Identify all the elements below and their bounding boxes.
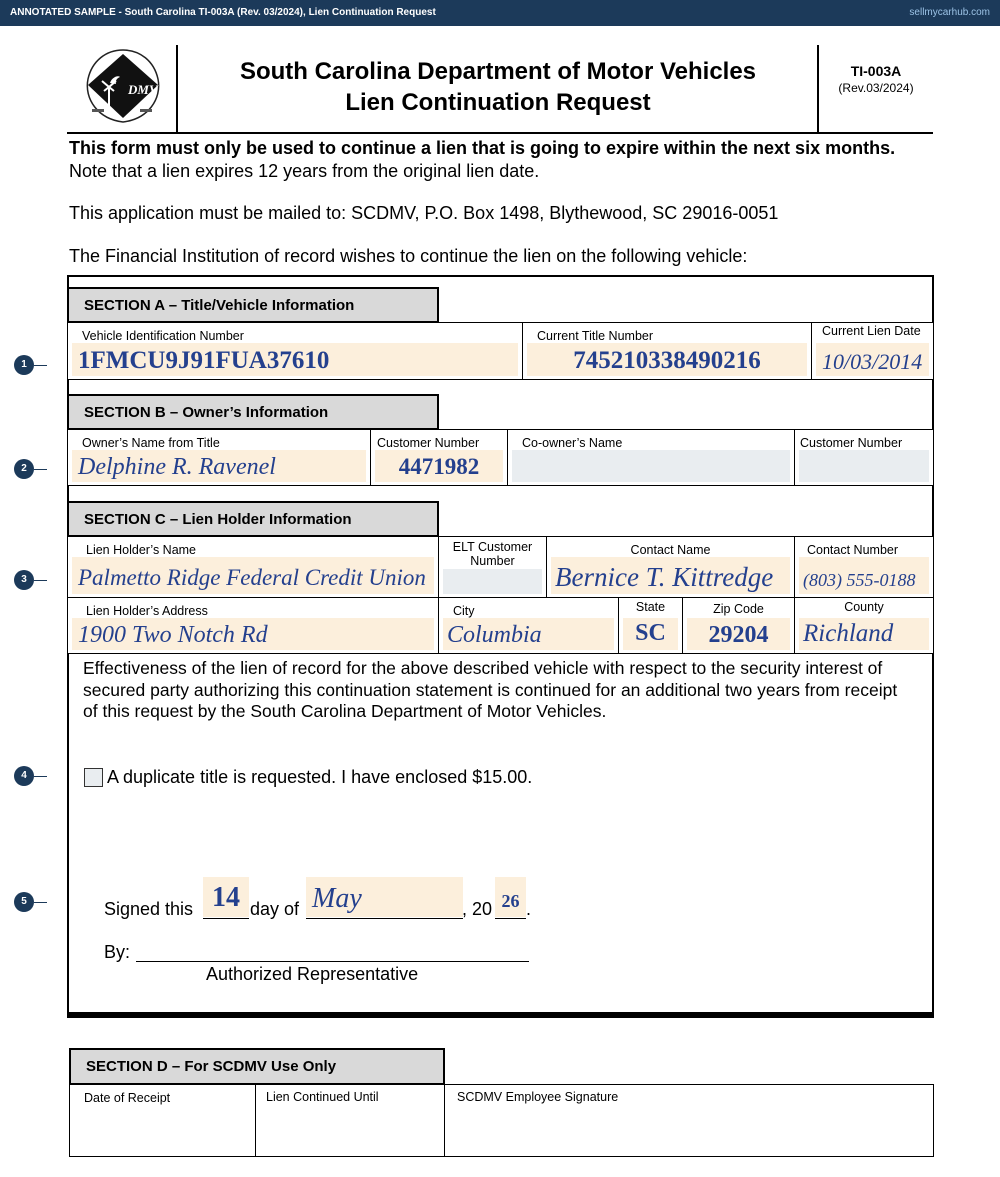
- banner-site-link[interactable]: sellmycarhub.com: [909, 7, 990, 18]
- header-rule: [67, 132, 933, 134]
- lienholder-name-value: Palmetto Ridge Federal Credit Union: [78, 565, 426, 590]
- employee-signature-label: SCDMV Employee Signature: [457, 1090, 619, 1104]
- contact-number-cell: [794, 536, 934, 598]
- date-of-receipt-label: Date of Receipt: [84, 1091, 171, 1105]
- lien-continued-until-label: Lien Continued Until: [266, 1090, 379, 1104]
- form-number: TI-003A: [850, 63, 902, 79]
- owner-name-value: Delphine R. Ravenel: [78, 454, 276, 480]
- section-a-heading: SECTION A – Title/Vehicle Information: [67, 287, 439, 323]
- continuation-statement: The Financial Institution of record wishes to continue the lien on the following vehicle:: [69, 246, 748, 266]
- annotation-marker-1: 1: [14, 355, 34, 375]
- banner-title: ANNOTATED SAMPLE - South Carolina TI-003A (Rev. 03/2024), Lien Continuation Request: [10, 7, 436, 18]
- state-label: State: [635, 600, 666, 614]
- owner-customer-number-cell: [370, 429, 508, 486]
- elt-label-line1: ELT Customer: [452, 540, 533, 554]
- annotation-marker-3-line: [34, 580, 47, 581]
- lien-date-value: 10/03/2014: [822, 349, 923, 374]
- signed-day-underline: [203, 918, 249, 919]
- elt-number-field[interactable]: [443, 569, 542, 594]
- authorized-representative-label: Authorized Representative: [206, 964, 419, 984]
- zip-label: Zip Code: [713, 602, 764, 616]
- coowner-name-field[interactable]: [512, 450, 790, 482]
- signed-day-value: 14: [212, 882, 240, 913]
- signed-month-underline: [306, 918, 463, 919]
- zip-value: 29204: [708, 622, 769, 648]
- zip-cell: [682, 597, 795, 654]
- header-divider-right: [817, 45, 819, 133]
- contact-name-label: Contact Name: [630, 543, 711, 557]
- representative-signature-line[interactable]: [136, 961, 529, 962]
- title-number-cell: [522, 322, 812, 380]
- county-value: Richland: [803, 620, 894, 647]
- lienholder-address-label: Lien Holder’s Address: [86, 604, 208, 618]
- form-title-line2: Lien Continuation Request: [345, 89, 651, 116]
- intro-notice-bold: This form must only be used to continue a lien that is going to expire within the next six months.: [69, 138, 896, 158]
- intro-notice-note: Note that a lien expires 12 years from the original lien date.: [69, 161, 540, 181]
- form-title: [180, 56, 816, 118]
- section-d-heading: SECTION D – For SCDMV Use Only: [69, 1048, 445, 1085]
- annotation-marker-5: 5: [14, 892, 34, 912]
- coowner-customer-number-field[interactable]: [799, 450, 929, 482]
- employee-signature-cell[interactable]: [444, 1084, 934, 1157]
- annotation-banner: [0, 0, 1000, 26]
- section-c-heading: SECTION C – Lien Holder Information: [67, 501, 439, 537]
- coowner-name-label: Co-owner’s Name: [522, 436, 623, 450]
- owner-customer-number-label: Customer Number: [377, 436, 480, 450]
- owner-name-label: Owner’s Name from Title: [82, 436, 220, 450]
- form-title-line1: South Carolina Department of Motor Vehicles: [239, 58, 757, 85]
- state-cell: [618, 597, 683, 654]
- coowner-customer-number-label: Customer Number: [800, 436, 903, 450]
- lienholder-name-cell: [67, 536, 439, 598]
- city-label: City: [453, 604, 475, 618]
- title-number-value: 745210338490216: [573, 347, 761, 374]
- signed-this-label: Signed this: [104, 899, 194, 919]
- year-prefix-label: , 20: [462, 899, 493, 919]
- owner-name-cell: [67, 429, 371, 486]
- day-of-label: day of: [250, 899, 300, 919]
- contact-number-value: (803) 555-0188: [803, 570, 916, 590]
- state-value: SC: [635, 620, 666, 646]
- vin-value: 1FMCU9J91FUA37610: [78, 347, 330, 374]
- lienholder-address-cell: [67, 597, 439, 654]
- annotation-marker-2: 2: [14, 459, 34, 479]
- by-label: By:: [104, 942, 131, 962]
- annotation-marker-3: 3: [14, 570, 34, 590]
- effectiveness-paragraph: Effectiveness of the lien of record for the above described vehicle with respect to the security interest of secured party authorizing this continuation statement is continued for an additional two years from receipt of this request by the South Carolina Department of Motor Vehicles.: [83, 658, 898, 721]
- elt-number-label: [439, 540, 546, 568]
- form-revision: (Rev.03/2024): [838, 81, 914, 95]
- header-divider-left: [176, 45, 178, 133]
- annotation-marker-1-line: [34, 365, 47, 366]
- annotation-marker-2-line: [34, 469, 47, 470]
- annotation-marker-4: 4: [14, 766, 34, 786]
- mailing-instructions: This application must be mailed to: SCDMV, P.O. Box 1498, Blythewood, SC 29016-0051: [69, 203, 779, 223]
- owner-customer-number-value: 4471982: [398, 454, 480, 479]
- city-cell: [438, 597, 619, 654]
- lien-continued-until-cell[interactable]: [255, 1084, 445, 1157]
- annotation-marker-5-line: [34, 902, 47, 903]
- scdmv-logo: [82, 47, 164, 125]
- annotation-marker-4-line: [34, 776, 47, 777]
- elt-label-line2: Number: [470, 554, 515, 568]
- duplicate-title-checkbox[interactable]: [84, 768, 103, 787]
- coowner-customer-number-cell: [794, 429, 934, 486]
- signed-month-value: May: [312, 883, 362, 914]
- lien-date-label: Current Lien Date: [822, 324, 921, 338]
- contact-name-cell: [546, 536, 795, 598]
- signed-period: .: [526, 899, 532, 919]
- county-cell: [794, 597, 934, 654]
- county-label: County: [844, 600, 884, 614]
- vin-label: Vehicle Identification Number: [82, 329, 244, 343]
- lienholder-name-label: Lien Holder’s Name: [86, 543, 197, 557]
- vin-cell: [67, 322, 523, 380]
- lien-date-cell: [811, 322, 934, 380]
- logo-dmv-text: DMV: [128, 82, 158, 97]
- contact-name-value: Bernice T. Kittredge: [555, 562, 774, 592]
- main-frame-bottom-rule: [67, 1012, 934, 1017]
- duplicate-title-label: A duplicate title is requested. I have enclosed $15.00.: [107, 767, 533, 787]
- lienholder-address-value: 1900 Two Notch Rd: [78, 622, 268, 648]
- date-of-receipt-cell[interactable]: [69, 1084, 256, 1157]
- intro-notice: [69, 137, 909, 183]
- city-value: Columbia: [447, 622, 542, 648]
- section-b-heading: SECTION B – Owner’s Information: [67, 394, 439, 430]
- coowner-name-cell: [507, 429, 795, 486]
- signed-year-value: 26: [501, 891, 520, 911]
- elt-number-cell: [438, 536, 547, 598]
- signed-year-underline: [495, 918, 526, 919]
- contact-number-label: Contact Number: [807, 543, 899, 557]
- title-number-label: Current Title Number: [537, 329, 654, 343]
